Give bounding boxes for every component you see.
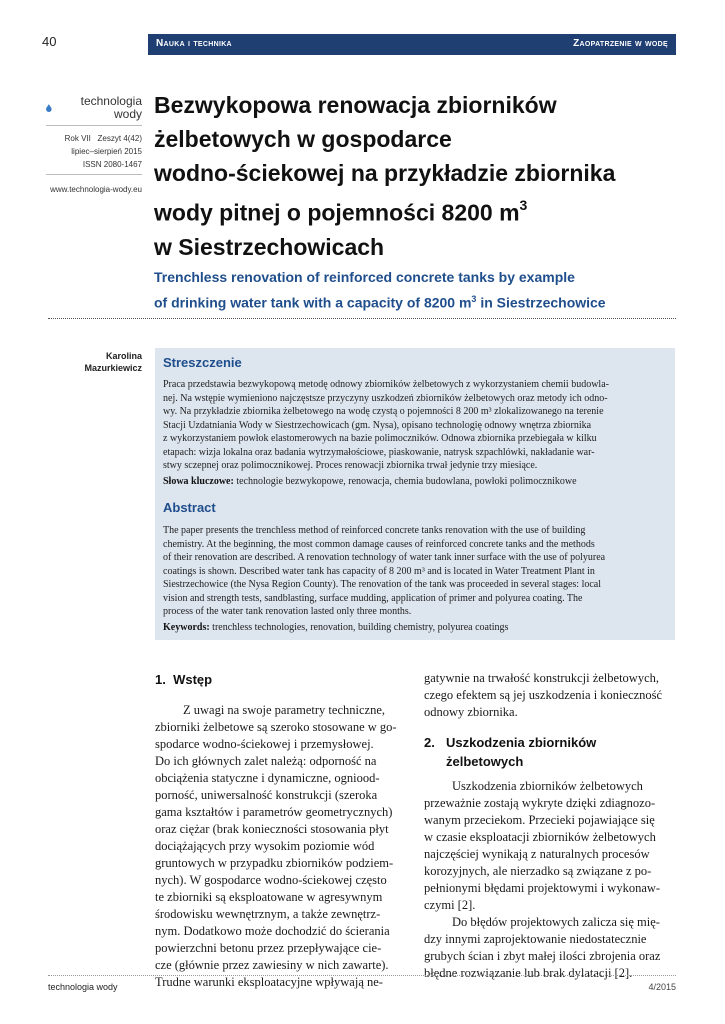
abstract-keywords [163, 621, 669, 635]
footer-journal-name: technologia wody [48, 982, 118, 992]
body-line: odnowy zbiornika. [424, 705, 518, 719]
body-line: wanym przeciekom. Przecieki pojawiające się [424, 813, 655, 827]
body-line: nym. Dodatkowo może dochodzić do ścierania [155, 924, 390, 938]
body-line: grubych ścian i zbyt małej ilości zbrojenia oraz [424, 949, 661, 963]
subtitle-superscript: 3 [471, 294, 477, 304]
title-divider [48, 318, 676, 319]
body-line: korozyjnych, ale nierzadko są związane z po- [424, 864, 652, 878]
title-line-1: Bezwykopowa renowacja zbiorników [154, 92, 557, 118]
body-line: obciążenia statyczne i dynamiczne, ogniood- [155, 771, 380, 785]
body-line: środowisku wewnętrznym, a także zewnętrz- [155, 907, 381, 921]
section-2-heading [424, 733, 676, 771]
author-last-name: Mazurkiewicz [84, 363, 142, 373]
body-line: dzy innymi zaprojektowanie niedostatecznie [424, 932, 647, 946]
keywords-pl: technologie bezwykopowe, renowacja, chemia budowlana, powłoki polimocznikowe [233, 475, 577, 487]
section-2-number: 2. [424, 735, 435, 750]
journal-logo [46, 95, 142, 121]
journal-info-sidebar [46, 95, 142, 196]
body-line: błędne rozwiązanie lub brak dylatacji [2]. [424, 966, 633, 980]
body-line: Do ich głównych zalet należą: odporność na [155, 754, 377, 768]
footer-divider [48, 975, 676, 976]
streszczenie-line: etapach: wizja lokalna oraz badania wytrzymałościowe, piaskowanie, natrysk szpachlówki, nakładanie war- [163, 446, 595, 458]
body-line: czego efektem są jej uszkodzenia i konieczność [424, 688, 663, 702]
streszczenie-line: Praca przedstawia bezwykopową metodę odnowy zbiorników żelbetowych z wykorzystaniem chemii budowla- [163, 379, 609, 390]
abstract-box [155, 348, 675, 640]
streszczenie-heading: Streszczenie [163, 355, 242, 370]
keywords-label-pl: Słowa kluczowe: [163, 475, 234, 487]
body-line: pełnionymi błędami projektowymi i wykonaw- [424, 881, 661, 895]
title-line-2: żelbetowych w gospodarce [154, 126, 452, 152]
streszczenie-line: Stacji Uzdatniania Wody w Siestrzechowicach (gm. Nysa), opisano technologię odnowy wnętrza zbiornika [163, 419, 592, 431]
body-line: powierzchni betonu przez przepływające cie- [155, 941, 382, 955]
body-line: w czasie eksploatacji zbiorników żelbetowych [424, 830, 656, 844]
body-line: spodarce wodno-ściekowej i przemysłowej. [155, 737, 374, 751]
body-line: gatywnie na trwałość konstrukcji żelbetowych, [424, 671, 659, 685]
streszczenie-keywords [163, 475, 669, 489]
body-line: Uszkodzenia zbiorników żelbetowych [452, 779, 643, 793]
keywords-en: trenchless technologies, renovation, building chemistry, polyurea coatings [209, 621, 509, 633]
streszczenie-line: z wykorzystaniem powłok elastomerowych na bazie polimoczników. Odnowa zbiornika przebiegała w kilku [163, 433, 597, 444]
streszczenie-line: stwy sczepnej oraz polimocznikowej. Proces renowacji zbiornika trwał jedynie trzy miesiące. [163, 460, 538, 471]
section-1-heading: 1. Wstęp [155, 672, 213, 687]
body-line: gruntowych w przypadku zbiorników podziem- [155, 856, 394, 870]
abstract-line: process of the water tank renovation lasted only three months. [163, 606, 412, 617]
section-1-body [155, 702, 407, 991]
streszczenie-line: nej. Na wstępie wymieniono najczęstsze przyczyny uszkodzeń zbiorników żelbetowych oraz metody ich odno- [163, 392, 608, 404]
header-section-left: Nauka i technika [156, 38, 232, 49]
body-line: Z uwagi na swoje parametry techniczne, [183, 703, 385, 717]
body-line: czymi [2]. [424, 898, 476, 912]
body-line: oraz ciężar (brak konieczności stosowania płyt [155, 822, 389, 836]
body-line: Do błędów projektowych zalicza się mię- [452, 915, 660, 929]
footer-issue: 4/2015 [648, 982, 676, 992]
journal-issn: ISSN 2080-1467 [82, 160, 142, 169]
section-2-body [424, 778, 676, 982]
body-line: porność, uniwersalność konstrukcji (szeroka [155, 788, 378, 802]
article-title [154, 88, 674, 264]
body-line: cze (głównie przez zawiesiny w nich zawarte). [155, 958, 389, 972]
water-drop-icon [46, 104, 52, 112]
body-line: nych). W gospodarce wodno-ściekowej często [155, 873, 387, 887]
section-1-continuation [424, 670, 676, 721]
subtitle-line-2-end: in Siestrzechowice [476, 294, 606, 311]
abstract-line: Siestrzechowice (the Nysa Region County). The renovation of the tank was proceeded in several stages: local [163, 579, 602, 590]
abstract-heading: Abstract [163, 500, 216, 515]
author-name [60, 350, 142, 374]
subtitle-line-2 [154, 288, 674, 314]
title-line-4 [154, 190, 674, 230]
abstract-line: chemistry. At the beginning, the most common damage causes of reinforced concrete tanks and the methods [163, 538, 595, 550]
body-line: Trudne warunki eksploatacyjne wpływają ne- [155, 975, 383, 989]
sidebar-divider-2 [46, 174, 142, 175]
header-section-right: Zaopatrzenie w wodę [573, 38, 668, 49]
body-line: zbiorniki żelbetowe są szeroko stosowane w go- [155, 720, 397, 734]
section-2-heading-line-1: Uszkodzenia zbiorników [446, 735, 597, 750]
abstract-line: The paper presents the trenchless method of reinforced concrete tanks renovation with the use of building [163, 525, 586, 536]
journal-volume: Rok VII Zeszyt 4(42) [64, 134, 142, 143]
title-line-3: wodno-ściekowej na przykładzie zbiornika [154, 160, 616, 186]
journal-website[interactable]: www.technologia-wody.eu [50, 185, 142, 194]
journal-logo-text: technologia wody [80, 94, 142, 121]
body-line: najczęściej wynikają z naturalnych procesów [424, 847, 650, 861]
title-superscript: 3 [519, 197, 528, 213]
title-line-5: w Siestrzechowicach [154, 233, 385, 260]
body-line: te zbiorniki są eksploatowane w agresywnym [155, 890, 383, 904]
body-line: gama kształtów i parametrów geometrycznych) [155, 805, 393, 819]
subtitle-line-1: Trenchless renovation of reinforced concrete tanks by example [154, 269, 575, 285]
abstract-line: coatings is shown. Described water tank has capacity of 8 200 m³ and is located in Water Treatment Plant in [163, 565, 595, 577]
author-first-name: Karolina [105, 351, 142, 361]
streszczenie-line: wy. Na przykładzie zbiornika żelbetowego na wodę czystą o pojemności 8 200 m³ zlokalizowanego na terenie [163, 406, 604, 417]
section-2-heading-line-2: żelbetowych [446, 754, 524, 769]
abstract-line: vision and strength tests, sandblasting, surface mudding, application of primer and polyurea coating. The [163, 592, 583, 604]
subtitle-line-2-text: of drinking water tank with a capacity of 8200 m [154, 294, 472, 311]
abstract-line: of their renovation are described. A renovation technology of water tank inner surface with the use of polyurea [163, 552, 606, 563]
page-number: 40 [42, 34, 57, 49]
keywords-label-en: Keywords: [163, 621, 210, 633]
abstract-text [163, 524, 669, 634]
body-line: dociążających przy wysokim poziomie wód [155, 839, 375, 853]
streszczenie-text [163, 378, 669, 488]
sidebar-divider [46, 125, 142, 126]
journal-date: lipiec–sierpień 2015 [71, 147, 142, 156]
english-title [154, 266, 674, 314]
title-line-4-text: wody pitnej o pojemności 8200 m [154, 199, 520, 226]
running-header [148, 34, 676, 55]
body-line: przeważnie zostają wykryte dzięki zdiagnozo- [424, 796, 656, 810]
